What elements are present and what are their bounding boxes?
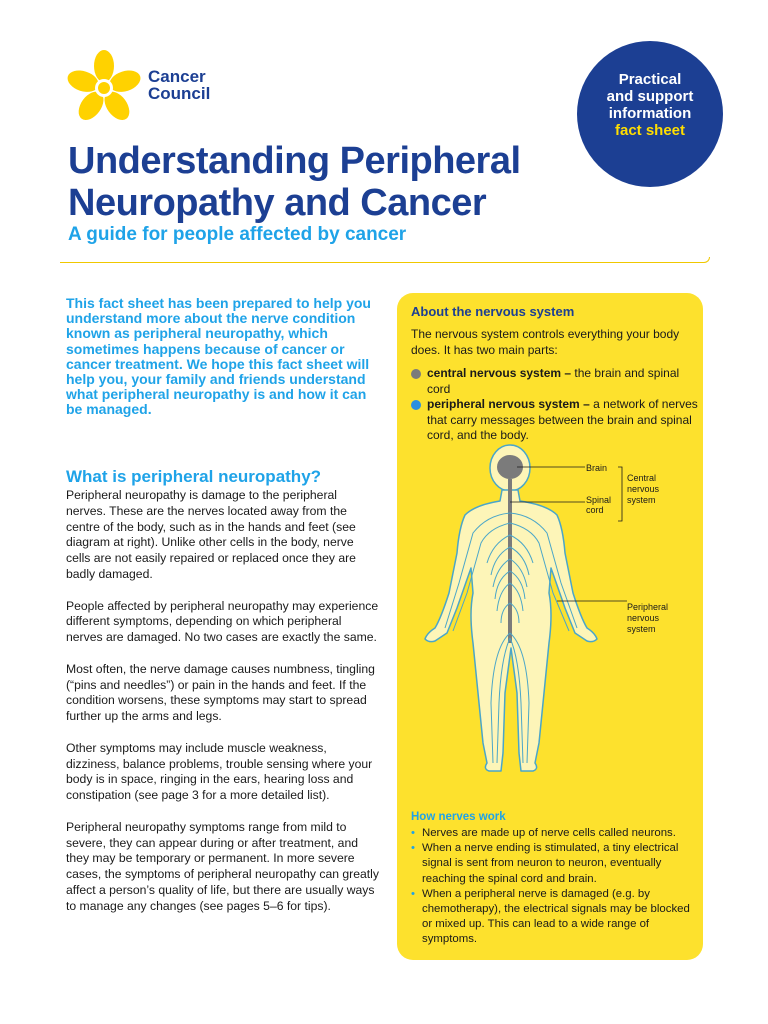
label-brain: Brain bbox=[586, 463, 608, 473]
part-term: peripheral nervous system – bbox=[427, 397, 590, 412]
cancer-council-logo bbox=[64, 48, 244, 128]
paragraph: People affected by peripheral neuropathy may experience different symptoms, depending on which peripheral nerves are damaged. No two cases are exactly the same. bbox=[66, 598, 379, 645]
daffodil-icon bbox=[64, 48, 144, 128]
paragraph: Peripheral neuropathy is damage to the peripheral nerves. These are the nerves located away from the centre of the body, such as in the hands and feet (see diagram at right). Unlike other cells in the body, nerve cells are not easily repaired or replaced once they are badly damaged. bbox=[66, 488, 356, 581]
badge-line-4: fact sheet bbox=[614, 122, 686, 139]
paragraph: Most often, the nerve damage causes numbness, tingling (“pins and needles”) or pain in the hands and feet. If the condition worsens, these symptoms may start to spread further up the arms and legs. bbox=[66, 661, 375, 724]
human-body-figure bbox=[397, 443, 703, 803]
part-desc: the brain and spinal cord bbox=[427, 366, 680, 396]
list-item bbox=[411, 397, 701, 444]
badge-line-2: and support bbox=[606, 88, 694, 105]
list-item: • Nerves are made up of nerve cells called neurons. bbox=[411, 826, 697, 841]
list-item: • When a nerve ending is stimulated, a tiny electrical signal is sent from neuron to neuron, eventually reaching the spinal cord and brain. bbox=[411, 841, 697, 887]
label-central-line-1: Central bbox=[627, 473, 657, 483]
nervous-system-panel bbox=[397, 293, 703, 960]
blue-dot-icon bbox=[411, 400, 421, 410]
grey-dot-icon bbox=[411, 369, 421, 379]
intro-paragraph: This fact sheet has been prepared to help you understand more about the nerve condition known as peripheral neuropathy, which sometimes happens because of cancer or cancer treatment. We hope this fact sheet will help you, your family and friends understand what peripheral neuropathy is and how it can be managed. bbox=[66, 295, 371, 418]
section-heading: What is peripheral neuropathy? bbox=[66, 467, 322, 486]
header-divider bbox=[60, 257, 710, 263]
panel-intro: The nervous system controls everything your body does. It has two main parts: bbox=[411, 327, 680, 357]
badge-line-3: information bbox=[608, 105, 692, 122]
how-nerves-work-title: How nerves work bbox=[411, 811, 506, 823]
page-title: Understanding Peripheral Neuropathy and Cancer bbox=[68, 140, 521, 224]
panel-title: About the nervous system bbox=[411, 304, 575, 319]
label-spinal-cord-line-2: cord bbox=[586, 505, 604, 515]
logo-line-1: Cancer bbox=[148, 67, 206, 86]
label-peripheral-line-2: nervous bbox=[627, 613, 660, 623]
paragraph: Other symptoms may include muscle weakness, dizziness, balance problems, trouble sensing where your body is in space, ringing in the ears, hearing loss and constipation (see page 3 for a more detailed list). bbox=[66, 740, 373, 803]
nervous-system-parts bbox=[411, 366, 701, 444]
body-text bbox=[66, 488, 380, 930]
fact-sheet-badge bbox=[577, 41, 723, 187]
label-central-line-2: nervous bbox=[627, 484, 660, 494]
label-spinal-cord-line-1: Spinal bbox=[586, 495, 612, 505]
label-peripheral-line-1: Peripheral bbox=[627, 602, 669, 612]
part-term: central nervous system – bbox=[427, 366, 572, 380]
paragraph: Peripheral neuropathy symptoms range from mild to severe, they can appear during or after treatment, and they may be temporary or permanent. In more severe cases, the symptoms of peripheral neuropathy can greatly affect a person’s quality of life, but there are usually ways to manage any changes (see pages 5–6 for tips). bbox=[66, 819, 379, 913]
nervous-system-diagram bbox=[397, 443, 703, 808]
badge-line-1: Practical bbox=[618, 71, 682, 88]
how-nerves-work-list bbox=[411, 826, 697, 948]
part-desc: a network of nerves that carry messages between the brain and spinal cord, and the body. bbox=[427, 397, 698, 443]
page-subtitle: A guide for people affected by cancer bbox=[68, 224, 407, 245]
list-item bbox=[411, 366, 701, 397]
label-central-line-3: system bbox=[627, 495, 656, 505]
list-item: • When a peripheral nerve is damaged (e.g. by chemotherapy), the electrical signals may be blocked or mixed up. This can lead to a wide range of symptoms. bbox=[411, 887, 697, 948]
logo-wordmark bbox=[148, 68, 210, 102]
label-peripheral-line-3: system bbox=[627, 624, 656, 634]
logo-line-2: Council bbox=[148, 84, 211, 103]
